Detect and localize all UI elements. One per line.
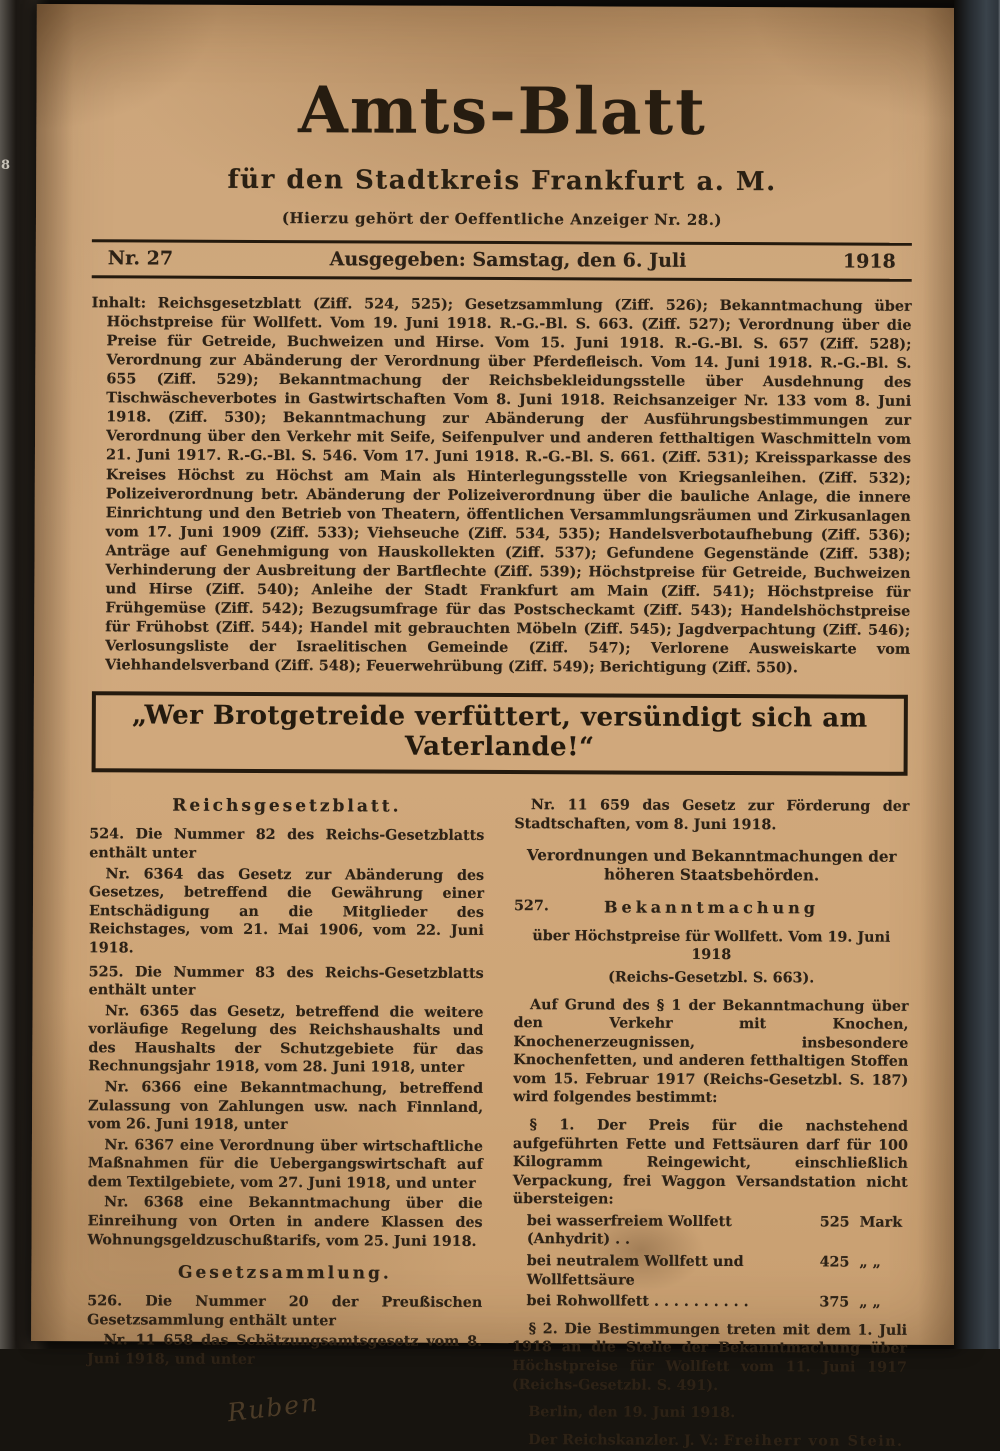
page-subtitle: für den Stadtkreis Frankfurt a. M. (227, 164, 777, 198)
page-title: Amts-Blatt (298, 73, 707, 150)
price-value: 375 (819, 1294, 850, 1311)
price-unit: „ „ (859, 1254, 881, 1271)
entry-number: 527. (513, 898, 549, 915)
issue-year: 1918 (842, 250, 896, 273)
price-value: 425 (819, 1254, 850, 1271)
paragraph: Nr. 6368 eine Bekanntmachung über die Einreihung von Orten in andere Klassen des Wohnungsgeldzuschußtarifs, vom 25. Juni 1918. (87, 1194, 483, 1250)
entry-source: (Reichs-Gesetzbl. S. 663). (608, 969, 815, 987)
price-label: bei neutralem Wollfett und Wollfettsäure (526, 1253, 744, 1289)
paragraph: Nr. 11 659 das Gesetz zur Förderung der Stadtschaften, vom 8. Juni 1918. (514, 797, 910, 834)
paragraph: Nr. 6365 das Gesetz, betreffend die weitere vorläufige Regelung des Reichshaushalts und des Haushalts der Schutzgebiete für das Rechnungsjahr 1918, vom 28. Juni 1918, unter (88, 1002, 484, 1077)
price-value: 525 (819, 1214, 850, 1231)
signature-line (512, 1431, 907, 1451)
price-line (512, 1292, 907, 1312)
issue-bar (92, 239, 912, 282)
signature-name: Freiherr von Stein. (723, 1432, 904, 1450)
entry-title: Bekanntmachung (603, 897, 819, 918)
price-label: bei Rohwollfett . . . . . . . . . . (526, 1293, 749, 1311)
section-heading-verordnungen: Verordnungen und Bekanntmachungen der höheren Staatsbehörden. (526, 845, 897, 885)
paragraph: Auf Grund des § 1 der Bekanntmachung über den Verkehr mit Knochen, Knochenerzeugnissen, insbesondere Knochenfetten, und anderen fetthaltigen Stoffen vom 15. Februar 1917 (Reichs-Gesetzbl. S. 187) wird folgendes bestimmt: (513, 996, 909, 1107)
dateline: Berlin, den 19. Juni 1918. (528, 1404, 736, 1422)
price-label: bei wasserfreiem Wollfett (Anhydrit) . . (526, 1213, 732, 1249)
issue-number: Nr. 27 (107, 247, 174, 270)
gazette-page (31, 4, 961, 1450)
price-line (512, 1252, 907, 1291)
paragraph: § 2. Die Bestimmungen treten mit dem 1. Juli 1918 an die Stelle der Bekanntmachung über Höchstpreise für Wollfett vom 11. Juni 1917 (Reichs-Gesetzbl. S. 491). (511, 1320, 908, 1394)
paragraph: Nr. 6364 das Gesetz zur Abänderung des Gesetzes, betreffend die Gewährung einer Entschädigung an die Mitglieder des Reichstages, vom 21. Mai 1906, vom 22. Juni 1918. (88, 865, 485, 957)
right-column (512, 794, 910, 1451)
issue-date: Ausgegeben: Samstag, den 6. Juli (329, 248, 687, 272)
masthead-note: (Hierzu gehört der Oeffentliche Anzeiger Nr. 28.) (281, 208, 723, 229)
section-heading-reichsgesetzblatt: Reichsgesetzblatt. (172, 795, 402, 817)
article-columns (87, 793, 910, 1451)
spine-page-number: 8 (1, 158, 11, 173)
paragraph: 524. Die Nummer 82 des Reichs-Gesetzblatts enthält unter (89, 826, 485, 862)
signature-prefix: Der Reichskanzler. J. V.: (528, 1431, 724, 1449)
paragraph: 525. Die Nummer 83 des Reichs-Gesetzblatts enthält unter (88, 963, 484, 999)
price-unit: Mark (859, 1214, 903, 1231)
left-column (87, 793, 485, 1450)
slogan-banner (92, 692, 908, 777)
paragraph: 526. Die Nummer 20 der Preußischen Gesetzsammlung enthält unter (87, 1293, 483, 1330)
paragraph: Nr. 6366 eine Bekanntmachung, betreffend Zulassung von Zahlungen usw. nach Finnland, vom 26. Juni 1918, unter (87, 1079, 484, 1134)
entry-527-header (514, 897, 909, 920)
masthead (92, 73, 913, 229)
price-line (512, 1212, 907, 1251)
book-cover-edge (954, 0, 1000, 1349)
price-unit: „ „ (859, 1294, 881, 1311)
table-of-contents: Inhalt: Reichsgesetzblatt (Ziff. 524, 525); Gesetzsammlung (Ziff. 526); Bekanntmachung über Höchstpreise für Wollfett. Vom 19. Juni 1918. R.-G.-Bl. S. 663. (Ziff. 527); Verordnung über die Preise für Getreide, Buchweizen und Hirse. Vom 15. Juni 1918. R.-G.-Bl. S. 657 (Ziff. 528); Verordnung zur Abänderung der Verordnung über Pferdefleisch. Vom 14. Juni 1918. R.-G.-Bl. S. 655 (Ziff. 529); Bekanntmachung der Reichsbekleidungsstelle über Ausdehnung des Tischwäscheverbotes in Gastwirtschaften Vom 8. Juni 1918. Reichsanzeiger Nr. 133 vom 8. Juni 1918. (Ziff. 530); Bekanntmachung zur Abänderung der Ausführungsbestimmungen zur Verordnung über den Verkehr mit Seife, Seifenpulver und anderen fetthaltigen Waschmitteln vom 21. Juni 1917. R.-G.-Bl. S. 546. Vom 17. Juni 1918. R.-G.-Bl. S. 661. (Ziff. 531); Kreissparkasse des Kreises Höchst zu Höchst am Main als Hinterlegungsstelle von Kriegsanleihen. (Ziff. 532); Polizeiverordnung betr. Abänderung der Polizeiverordnung über die bauliche Anlage, die innere Einrichtung und den Betrieb von Theatern, öffentlichen Versammlungsräumen und Zirkusanlagen vom 17. Juni 1909 (Ziff. 533); Viehseuche (Ziff. 534, 535); Handelsverbotaufhebung (Ziff. 536); Anträge auf Genehmigung von Hauskollekten (Ziff. 537); Gefundene Gegenstände (Ziff. 538); Verhinderung der Ausbreitung der Bartflechte (Ziff. 539); Höchstpreise für Getreide, Buchweizen und Hirse (Ziff. 540); Anleihe der Stadt Frankfurt am Main (Ziff. 541); Höchstpreise für Frühgemüse (Ziff. 542); Bezugsumfrage für das Postscheckamt (Ziff. 543); Handelshöchstpreise für Frühobst (Ziff. 544); Handel mit gebrauchten Möbeln (Ziff. 545); Jagdverpachtung (Ziff. 546); Verlosungsliste der Israelitischen Gemeinde (Ziff. 547); Verlorene Ausweiskarte vom Viehhandelsverband (Ziff. 548); Feuerwehrübung (Ziff. 549); Berichtigung (Ziff. 550). (91, 294, 912, 677)
paragraph: Nr. 6367 eine Verordnung über wirtschaftliche Maßnahmen für die Uebergangswirtschaft auf dem Textilgebiete, vom 27. Juni 1918, und unter (87, 1136, 483, 1192)
slogan-text: „Wer Brotgetreide verfüttert, versündigt sich am Vaterlande!“ (131, 700, 868, 763)
paragraph: Nr. 11 658 das Schätzungsamtsgesetz vom 8. Juni 1918, und unter (86, 1332, 483, 1368)
paragraph: § 1. Der Preis für die nachstehend aufgeführten Fette und Fettsäuren darf für 100 Kilogramm Reingewicht, einschließlich Verpackung, frei Waggon Versandstation nicht übersteigen: (512, 1117, 909, 1208)
section-heading-gesetzsammlung: Gesetzsammlung. (177, 1262, 392, 1284)
handwritten-annotation: Ruben (225, 1387, 321, 1427)
entry-subtitle: über Höchstpreise für Wollfett. Vom 19. Juni 1918 (532, 927, 891, 964)
